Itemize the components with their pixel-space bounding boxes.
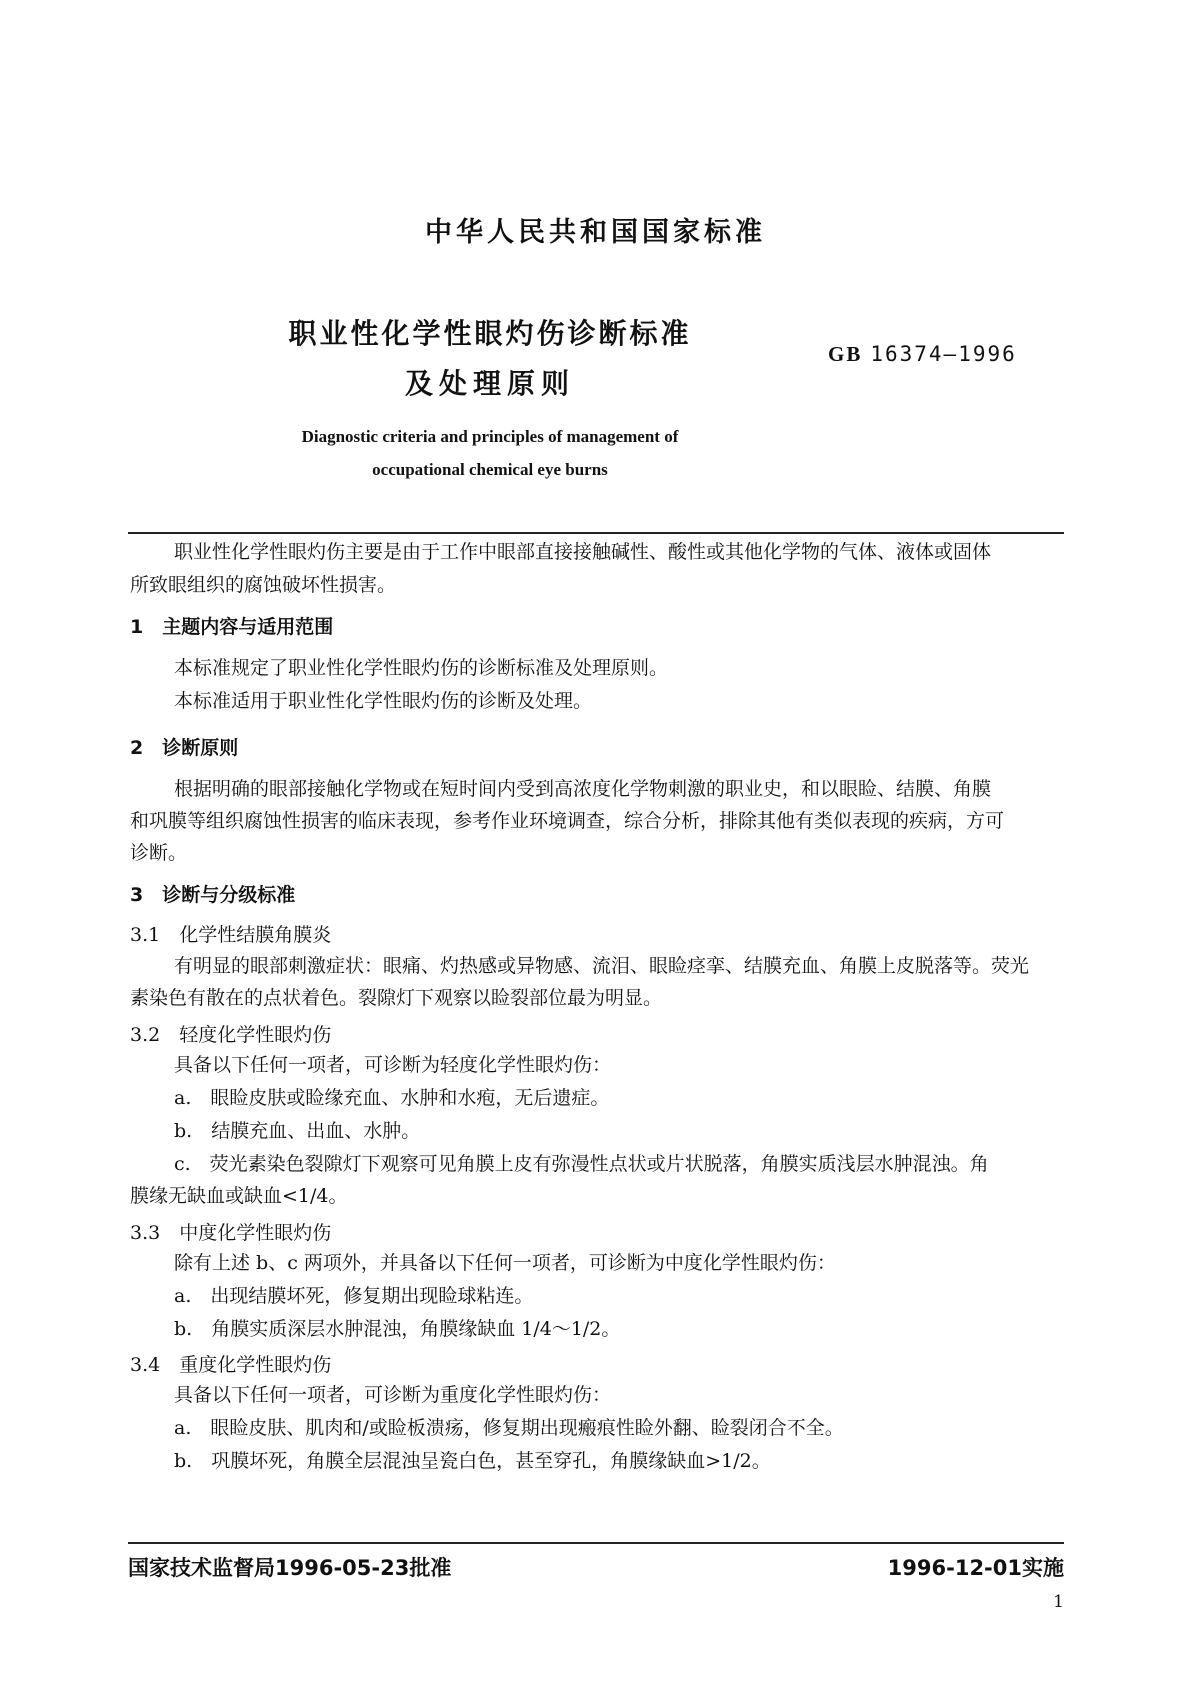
subsection-3-2-item-a: a. 眼睑皮肤或睑缘充血、水肿和水疱，无后遗症。 <box>174 1087 610 1109</box>
subsection-3-3-item-a: a. 出现结膜坏死，修复期出现睑球粘连。 <box>174 1285 534 1307</box>
national-standard-label: 中华人民共和国国家标准 <box>425 217 766 248</box>
approval-date: 国家技术监督局1996-05-23批准 <box>128 1556 452 1580</box>
subsection-3-4-intro: 具备以下任何一项者，可诊断为重度化学性眼灼伤： <box>174 1384 612 1406</box>
title-line-2: 及处理原则 <box>404 367 575 400</box>
section-2-line-3: 诊断。 <box>130 842 188 864</box>
footer-divider <box>128 1542 1064 1544</box>
section-2-heading: 2 诊断原则 <box>130 737 239 759</box>
subsection-3-2-intro: 具备以下任何一项者，可诊断为轻度化学性眼灼伤： <box>174 1054 612 1076</box>
subsection-3-3-item-b: b. 角膜实质深层水肿混浊，角膜缘缺血 1/4～1/2。 <box>174 1318 621 1340</box>
subsection-3-2-heading: 3.2 轻度化学性眼灼伤 <box>130 1024 332 1046</box>
subsection-3-2-item-c-line-2: 膜缘无缺血或缺血<1/4。 <box>130 1185 348 1207</box>
english-title-line-2: occupational chemical eye burns <box>372 460 608 479</box>
subsection-3-3-heading: 3.3 中度化学性眼灼伤 <box>130 1222 332 1244</box>
english-title-line-1: Diagnostic criteria and principles of management of <box>301 427 679 446</box>
section-2-line-1: 根据明确的眼部接触化学物或在短时间内受到高浓度化学物刺激的职业史，和以眼睑、结膜、角膜 <box>174 778 992 800</box>
section-1-heading: 1 主题内容与适用范围 <box>130 616 334 638</box>
subsection-3-1-line-1: 有明显的眼部刺激症状：眼痛、灼热感或异物感、流泪、眼睑痉挛、结膜充血、角膜上皮脱落等。荧光 <box>174 955 1030 977</box>
subsection-3-3-intro: 除有上述 b、c 两项外，并具备以下任何一项者，可诊断为中度化学性眼灼伤： <box>174 1252 836 1274</box>
subsection-3-4-item-b: b. 巩膜坏死，角膜全层混浊呈瓷白色，甚至穿孔，角膜缘缺血>1/2。 <box>174 1450 771 1472</box>
gb-number: 16374—1996 <box>870 342 1017 366</box>
subsection-3-2-item-c-line-1: c. 荧光素染色裂隙灯下观察可见角膜上皮有弥漫性点状或片状脱落，角膜实质浅层水肿混浊。角 <box>174 1153 989 1175</box>
subsection-3-2-item-b: b. 结膜充血、出血、水肿。 <box>174 1120 421 1142</box>
subsection-3-1-line-2: 素染色有散在的点状着色。裂隙灯下观察以睑裂部位最为明显。 <box>130 987 663 1009</box>
subsection-3-4-heading: 3.4 重度化学性眼灼伤 <box>130 1354 332 1376</box>
section-1-line-1: 本标准规定了职业性化学性眼灼伤的诊断标准及处理原则。 <box>174 657 669 679</box>
intro-line-1: 职业性化学性眼灼伤主要是由于工作中眼部直接接触碱性、酸性或其他化学物的气体、液体或固体 <box>174 541 992 563</box>
page-number: 1 <box>1053 1592 1064 1612</box>
gb-prefix: GB <box>828 342 863 366</box>
section-1-line-2: 本标准适用于职业性化学性眼灼伤的诊断及处理。 <box>174 690 593 712</box>
subsection-3-1-heading: 3.1 化学性结膜角膜炎 <box>130 924 332 946</box>
standard-number <box>828 342 1017 367</box>
title-line-1: 职业性化学性眼灼伤诊断标准 <box>288 317 692 350</box>
section-3-heading: 3 诊断与分级标准 <box>130 884 296 906</box>
section-2-line-2: 和巩膜等组织腐蚀性损害的临床表现，参考作业环境调查，综合分析，排除其他有类似表现的疾病，方可 <box>130 810 1005 832</box>
subsection-3-4-item-a: a. 眼睑皮肤、肌肉和/或睑板溃疡，修复期出现瘢痕性睑外翻、睑裂闭合不全。 <box>174 1417 844 1439</box>
effective-date: 1996-12-01实施 <box>887 1556 1064 1580</box>
intro-line-2: 所致眼组织的腐蚀破坏性损害。 <box>130 574 397 596</box>
